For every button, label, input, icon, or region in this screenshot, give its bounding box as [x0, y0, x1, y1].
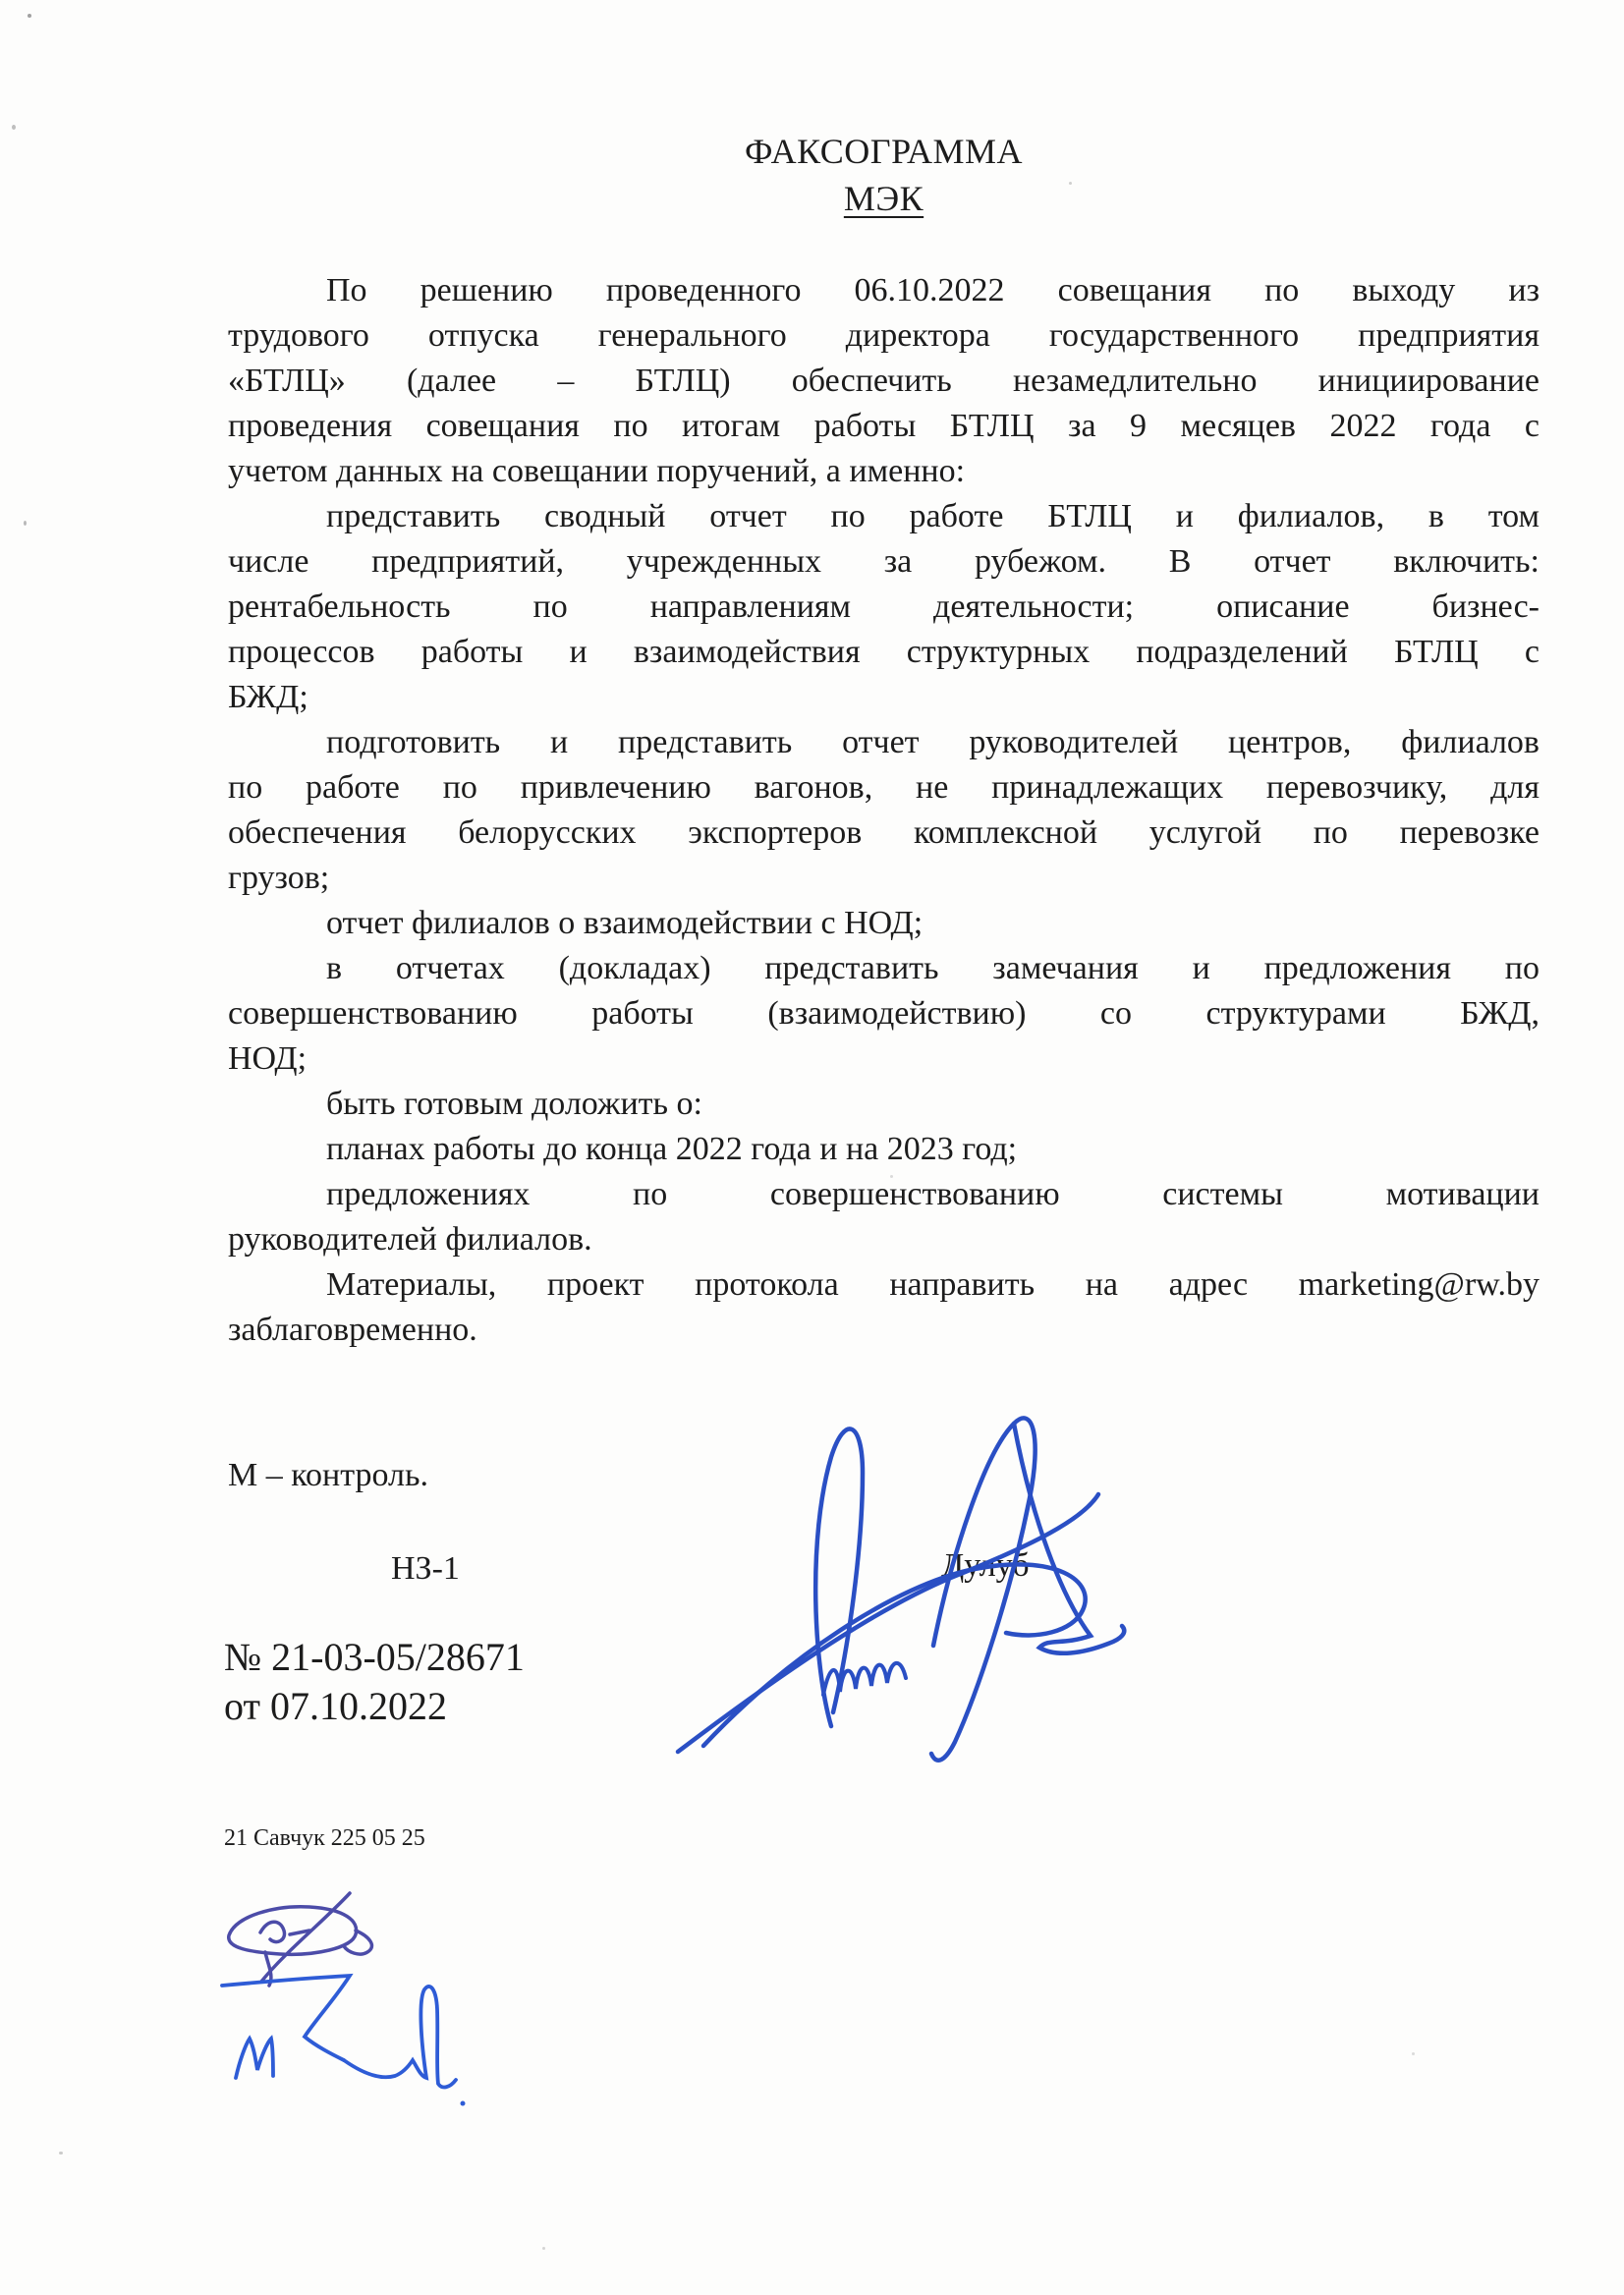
body-line: «БТЛЦ» (далее – БТЛЦ) обеспечить незамедлительно инициирование	[228, 363, 1540, 399]
scan-speck	[28, 14, 31, 18]
body-line: отчет филиалов о взаимодействии с НОД;	[326, 905, 924, 941]
reference-block	[224, 1633, 525, 1731]
scan-speck	[24, 521, 27, 526]
document-addressee: МЭК	[843, 179, 924, 218]
body-line: планах работы до конца 2022 года и на 2023 год;	[326, 1131, 1018, 1167]
body-line: По решению проведенного 06.10.2022 совещания по выходу из	[326, 272, 1540, 308]
body-line: проведения совещания по итогам работы БТЛЦ за 9 месяцев 2022 года с	[228, 408, 1540, 444]
body-line: совершенствованию работы (взаимодействию) со структурами БЖД,	[228, 995, 1540, 1032]
body-line: процессов работы и взаимодействия структурных подразделений БТЛЦ с	[228, 634, 1540, 670]
body-line: БЖД;	[228, 679, 308, 715]
scan-speck	[1412, 2052, 1415, 2055]
signature-ink-icon	[639, 1400, 1130, 1793]
scan-speck	[890, 1175, 893, 1178]
scan-speck	[1069, 182, 1072, 185]
body-line: Материалы, проект протокола направить на адрес marketing@rw.by	[326, 1266, 1540, 1303]
document-type-label: ФАКСОГРАММА	[744, 132, 1024, 171]
body-line: учетом данных на совещании поручений, а именно:	[228, 453, 966, 489]
document-date: от 07.10.2022	[224, 1684, 447, 1728]
body-line: в отчетах (докладах) представить замечания и предложения по	[326, 950, 1540, 986]
body-line: предложениях по совершенствованию системы мотивации	[326, 1176, 1540, 1212]
control-note: М – контроль.	[228, 1457, 429, 1493]
body-line: заблаговременно.	[228, 1312, 477, 1348]
body-line: представить сводный отчет по работе БТЛЦ и филиалов, в том	[326, 498, 1540, 534]
document-number: № 21-03-05/28671	[224, 1635, 525, 1679]
body-line: подготовить и представить отчет руководителей центров, филиалов	[326, 724, 1540, 760]
body-line: быть готовым доложить о:	[326, 1086, 702, 1122]
body-line: руководителей филиалов.	[228, 1221, 592, 1258]
scan-speck	[542, 2247, 545, 2250]
executor-note: 21 Савчук 225 05 25	[224, 1825, 425, 1851]
body-line: обеспечения белорусских экспортеров комплексной услугой по перевозке	[228, 814, 1540, 851]
body-line: НОД;	[228, 1040, 308, 1077]
signer-position-code: НЗ-1	[391, 1550, 460, 1587]
body-line: грузов;	[228, 860, 330, 896]
signer-name: Дулуб	[941, 1547, 1030, 1584]
scan-speck	[12, 125, 16, 130]
scan-speck	[59, 2152, 63, 2155]
body-line: по работе по привлечению вагонов, не принадлежащих перевозчику, для	[228, 769, 1540, 806]
body-line: рентабельность по направлениям деятельности; описание бизнес-	[228, 588, 1540, 625]
body-line: числе предприятий, учрежденных за рубежом. В отчет включить:	[228, 543, 1540, 580]
document-header	[228, 128, 1540, 222]
handwritten-scribble-icon	[167, 1891, 481, 2156]
body-line: трудового отпуска генерального директора государственного предприятия	[228, 317, 1540, 354]
document-body	[228, 268, 1540, 1353]
